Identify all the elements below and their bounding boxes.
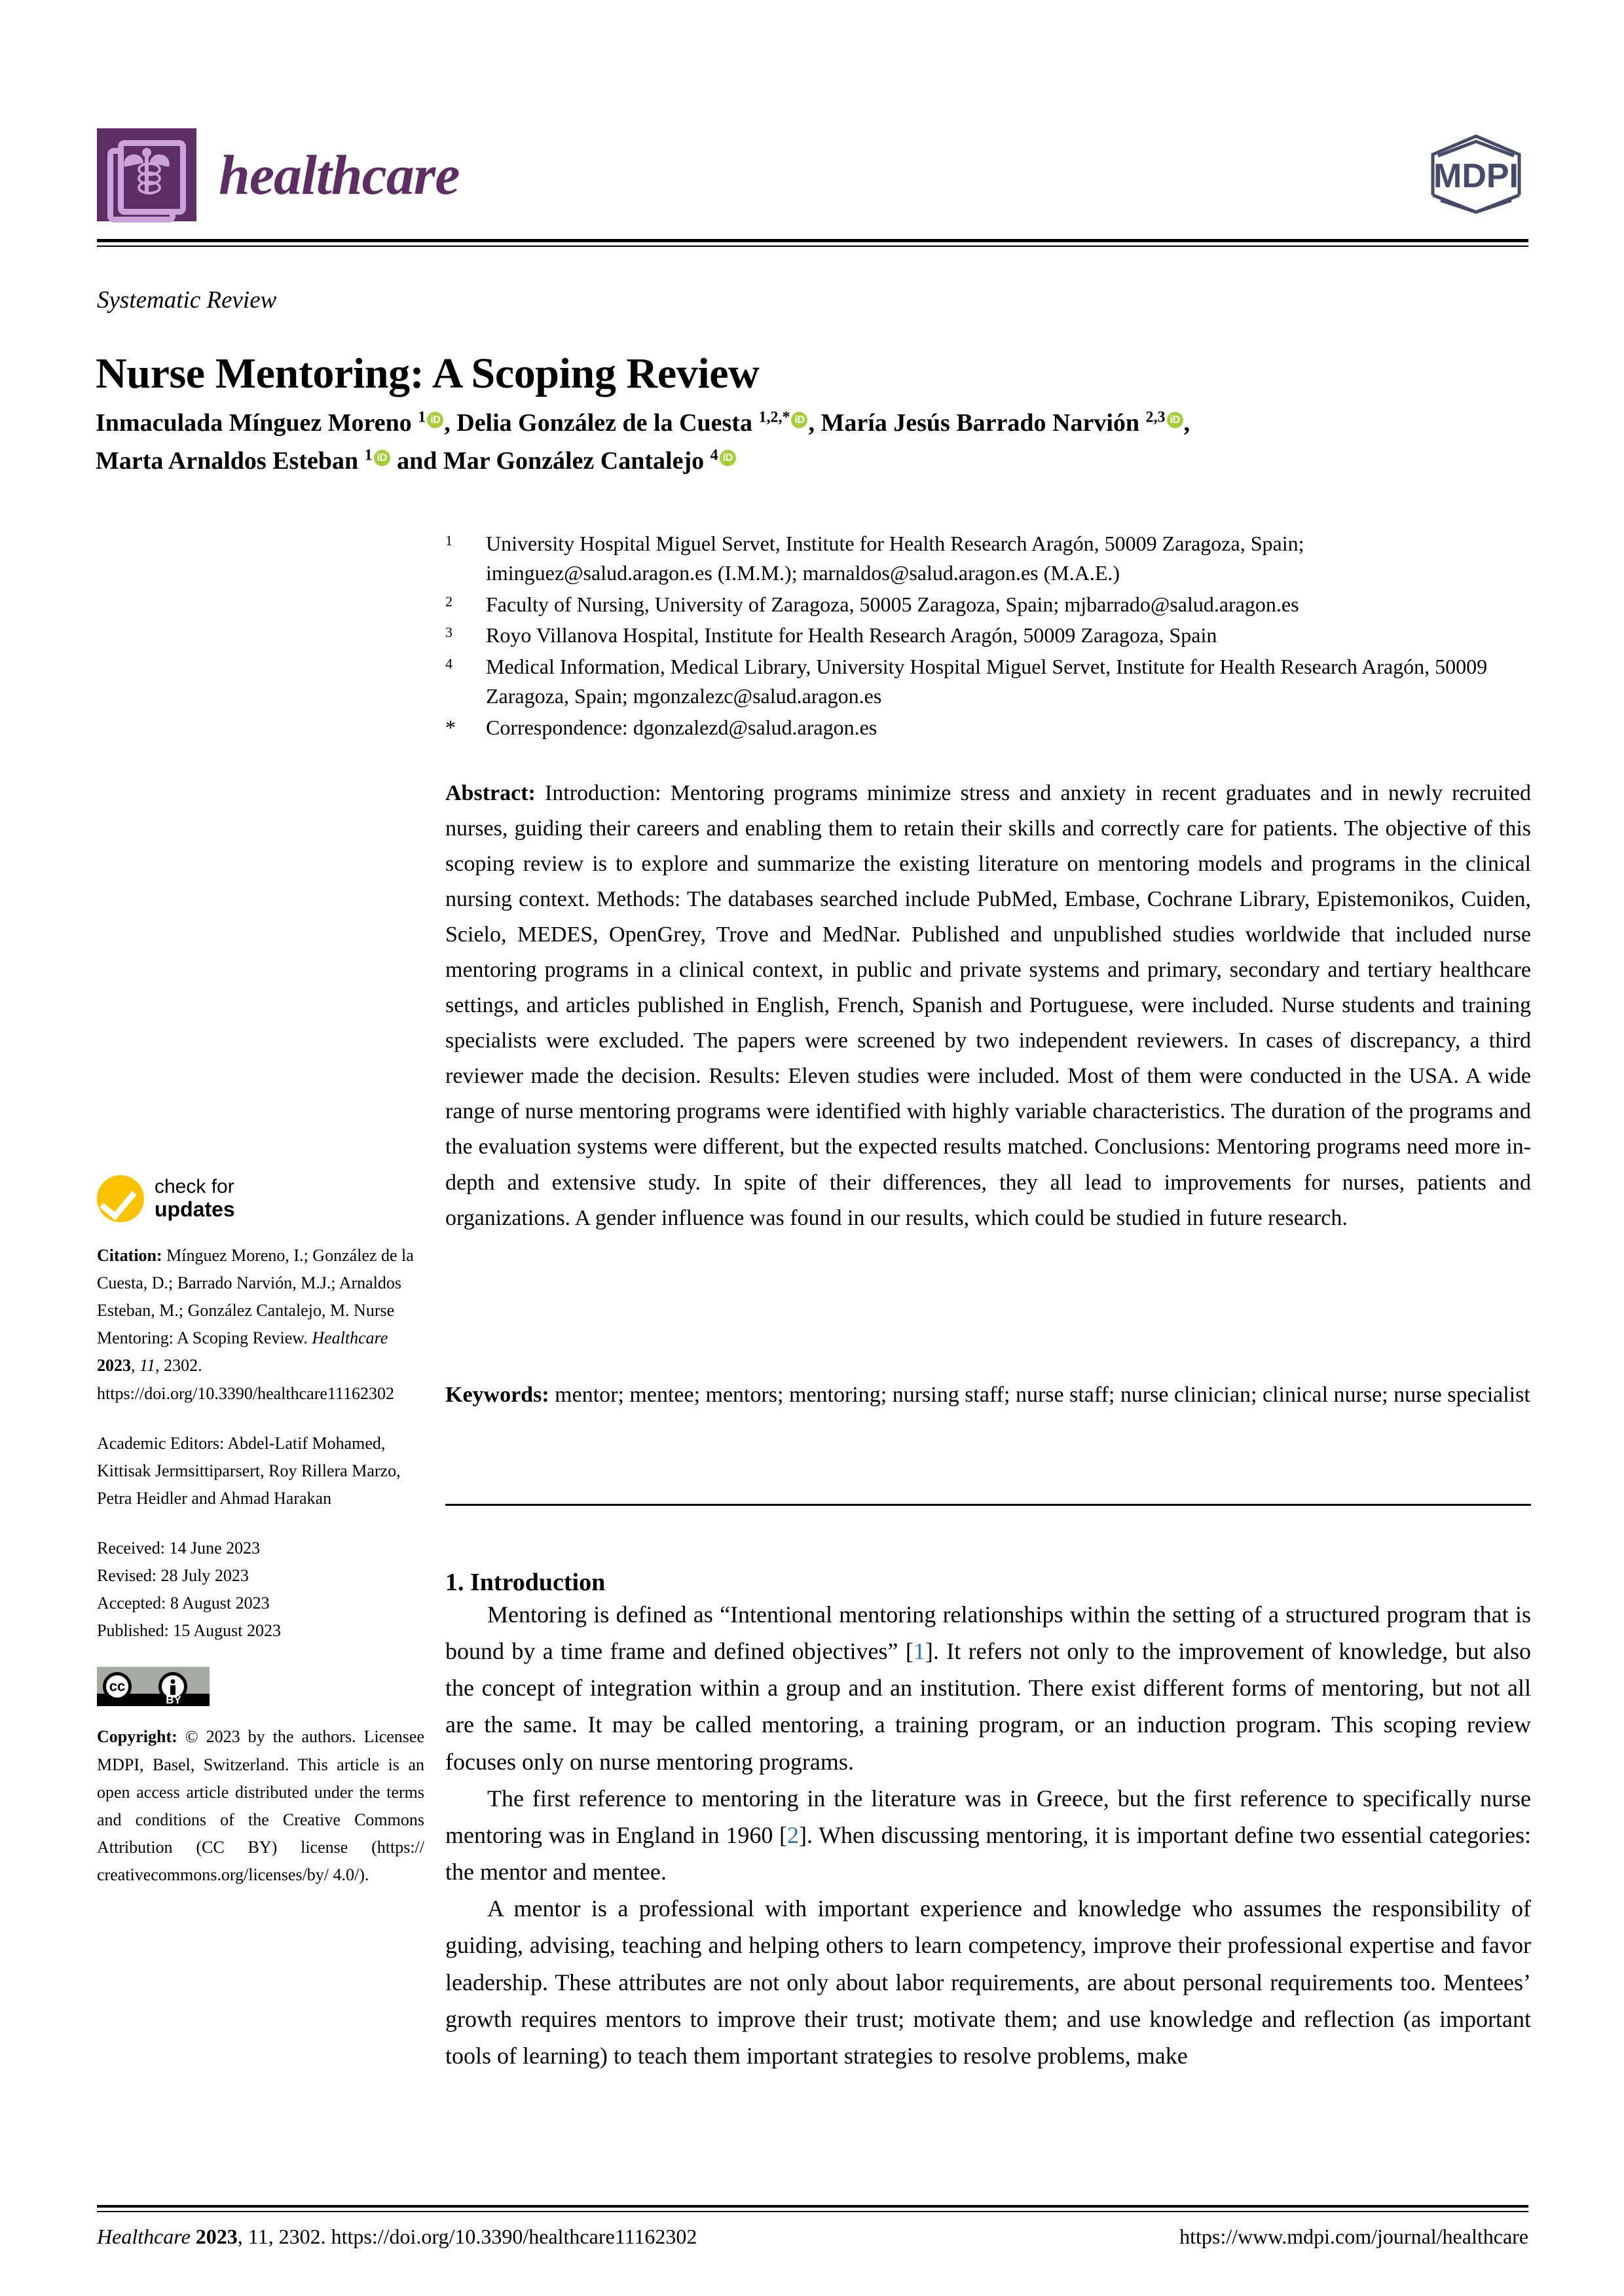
check-for-updates-line1: check for [155,1176,234,1198]
footer-citation [97,2225,697,2249]
keywords-label: Keywords: [445,1383,549,1407]
author-list [96,405,1530,481]
author-name-3: , María Jesús Barrado Narvión [808,409,1146,437]
correspondence-marker: * [445,715,456,739]
affiliation-text: Medical Information, Medical Library, University Hospital Miguel Servet, Institute for Health Research Aragón, 50009 Zaragoza, Spain; mgonzalezc@salud.aragon.es [486,654,1488,708]
author-affil-sup-2: 1,2,* [758,409,790,426]
affiliation-marker: 3 [445,624,452,641]
sidebar [97,1175,424,1911]
cc-by-label: BY [166,1694,181,1707]
copyright-text: © 2023 by the authors. Licensee MDPI, Basel, Switzerland. This article is an open access article distributed under the terms and conditions of the Creative Commons Attribution (CC BY) license (https:// creativecommons.org/licenses/by/ 4.0/). [97,1727,424,1884]
citation-journal: Healthcare [312,1328,388,1348]
affiliation-text: Faculty of Nursing, University of Zaragoza, 50005 Zaragoza, Spain; mjbarrado@salud.aragon.es [486,592,1299,616]
author-affil-sup-1: 1 [418,409,426,426]
citation-link-1[interactable]: 1 [913,1638,925,1665]
caduceus-icon [126,148,168,195]
date-revised: Revised: 28 July 2023 [97,1566,249,1586]
author-affil-sup-5: 4 [710,446,718,464]
journal-logo [97,128,459,221]
correspondence-item [445,713,1530,742]
author-name-1: Inmaculada Mínguez Moreno [96,409,418,437]
academic-editors-label: Academic Editors: [97,1433,225,1453]
orcid-icon[interactable]: iD [427,412,443,428]
checkmark-icon [97,1175,144,1222]
affiliation-marker: 4 [445,655,452,672]
citation-year: 2023 [97,1356,131,1376]
creative-commons-by-icon[interactable] [97,1667,210,1706]
copyright-label: Copyright: [97,1727,177,1747]
academic-editors-names: Abdel-Latif Mohamed, Kittisak Jermsittiparsert, Roy Rillera Marzo, Petra Heidler and Ahmad Harakan [97,1433,401,1508]
section-heading-introduction: 1. Introduction [445,1568,606,1596]
paragraph-text: Mentoring is defined as “Intentional mentoring relationships within the setting of a structured program that is bound by a time frame and defined objectives” [ [445,1601,1531,1665]
affiliation-marker: 1 [445,532,452,549]
abstract-block [445,776,1531,1236]
abstract-label: Abstract: [445,781,536,805]
paragraph-text: ]. It refers not only to the improvement of knowledge, but also the concept of integration within a group and an institution. There exist different forms of mentoring, but not all are the same. It may be called mentoring, a training program, or an induction program. This scoping review focuses only on nurse mentoring programs. [445,1638,1531,1775]
affiliation-item [445,590,1530,619]
cc-logo-icon: cc [103,1672,132,1701]
svg-text:MDPI: MDPI [1433,157,1519,195]
paragraph-text: ]. When discussing mentoring, it is important define two essential categories: the mentor and mentee. [445,1821,1531,1886]
author-affil-sup-4: 1 [364,446,373,464]
healthcare-caduceus-logo-icon [97,128,196,221]
keywords-text: mentor; mentee; mentors; mentoring; nursing staff; nurse staff; nurse clinician; clinical nurse; nurse specialist [549,1383,1530,1407]
citation-authors: Mínguez Moreno, I.; González de la Cuesta, D.; Barrado Narvión, M.J.; Arnaldos Esteban, M.; González Cantalejo, M. Nurse Mentoring: A Scoping Review. [97,1246,414,1348]
article-type-label: Systematic Review [97,287,277,314]
paragraph: A mentor is a professional with important experience and knowledge who assumes the responsibility of guiding, advising, teaching and helping others to learn competency, improve their professional expertise and favor leadership. These attributes are not only about labor requirements, are about personal requirements too. Mentees’ growth requires mentors to improve their trust; motivate them; and use knowledge and reflection (as important tools of learning) to teach them important strategies to resolve problems, make [445,1895,1531,2069]
footer-citation-rest: , 11, 2302. https://doi.org/10.3390/healthcare11162302 [237,2225,697,2248]
author-name-5: and Mar González Cantalejo [390,446,710,475]
check-for-updates-line2: updates [155,1197,235,1221]
paragraph [445,1596,1531,1780]
page-title: Nurse Mentoring: A Scoping Review [96,350,760,398]
date-received: Received: 14 June 2023 [97,1538,261,1558]
author-affil-sup-3: 2,3 [1145,409,1166,426]
author-name-2: , Delia González de la Cuesta [444,409,759,437]
citation-block: Citation: Mínguez Moreno, I.; González de la Cuesta, D.; Barrado Narvión, M.J.; Arnaldos Esteban, M.; González Cantalejo, M. Nurse Mentoring: A Scoping Review. Healthcare 2023, 11, 2302. https://doi.org/10.3390/healthcare11162302 [97,1246,414,1403]
citation-volume: 11 [139,1356,156,1376]
mdpi-logo-icon [1424,132,1528,216]
footer-journal-name: Healthcare [97,2225,191,2248]
header-divider [97,239,1528,247]
citation-label: Citation: [97,1246,162,1265]
section-divider [445,1504,1531,1506]
affiliation-text: Royo Villanova Hospital, Institute for Health Research Aragón, 50009 Zaragoza, Spain [486,623,1217,647]
footer-divider [97,2205,1528,2212]
date-published: Published: 15 August 2023 [97,1621,281,1641]
affiliation-text: University Hospital Miguel Servet, Institute for Health Research Aragón, 50009 Zaragoza, Spain; iminguez@salud.aragon.es (I.M.M.); marnaldos@salud.aragon.es (M.A.E.) [486,532,1304,585]
orcid-icon[interactable]: iD [791,412,807,428]
correspondence-text: Correspondence: dgonzalezd@salud.aragon.es [486,715,877,739]
date-accepted: Accepted: 8 August 2023 [97,1594,270,1613]
affiliation-item [445,652,1530,712]
affiliations-list [445,529,1530,744]
affiliation-item [445,621,1530,650]
publication-dates-block [97,1535,424,1645]
copyright-block [97,1723,424,1889]
citation-doi[interactable]: https://doi.org/10.3390/healthcare11162302 [97,1383,394,1403]
affiliation-marker: 2 [445,592,452,610]
academic-editors-block [97,1430,424,1512]
citation-article-number: 2302 [164,1356,198,1376]
citation-link-2[interactable]: 2 [787,1821,800,1848]
orcid-icon[interactable]: iD [374,450,390,466]
page-footer [97,2225,1528,2249]
affiliation-item [445,529,1530,589]
abstract-text: Introduction: Mentoring programs minimize stress and anxiety in recent graduates and in newly recruited nurses, guiding their careers and enabling them to retain their skills and correctly care for patients. The objective of this scoping review is to explore and summarize the existing literature on mentoring models and programs in the clinical nursing context. Methods: The databases searched include PubMed, Embase, Cochrane Library, Epistemonikos, Cuiden, Scielo, MEDES, OpenGrey, Trove and MedNar. Published and unpublished studies worldwide that included nurse mentoring programs in a clinical context, in public and private systems and primary, secondary and tertiary healthcare settings, and articles published in English, French, Spanish and Portuguese, were included. Nurse students and training specialists were excluded. The papers were screened by two independent reviewers. In cases of discrepancy, a third reviewer made the decision. Results: Eleven studies were included. Most of them were conducted in the USA. A wide range of nurse mentoring programs were identified with highly variable characteristics. The duration of the programs and the evaluation systems were different, but the expected results matched. Conclusions: Mentoring programs need more in-depth and extensive study. In spite of their differences, they all lead to improvements for nurses, patients and organizations. A gender influence was found in our results, which could be studied in future research. [445,781,1531,1230]
paragraph [445,1780,1531,1890]
orcid-icon[interactable]: iD [720,450,736,466]
footer-journal-url[interactable]: https://www.mdpi.com/journal/healthcare [1179,2225,1528,2248]
page-header [97,128,1528,233]
introduction-body [445,1596,1531,2074]
crossmark-check-for-updates[interactable] [97,1175,424,1222]
journal-title: healthcare [219,143,460,206]
footer-year: 2023 [195,2225,238,2248]
author-separator: , [1183,409,1190,437]
orcid-icon[interactable]: iD [1167,412,1183,428]
keywords-block [445,1377,1531,1413]
author-name-4: Marta Arnaldos Esteban [96,446,365,475]
paragraph-text: The first reference to mentoring in the literature was in Greece, but the first reference to specifically nurse mentoring was in England in 1960 [ [445,1785,1531,1848]
